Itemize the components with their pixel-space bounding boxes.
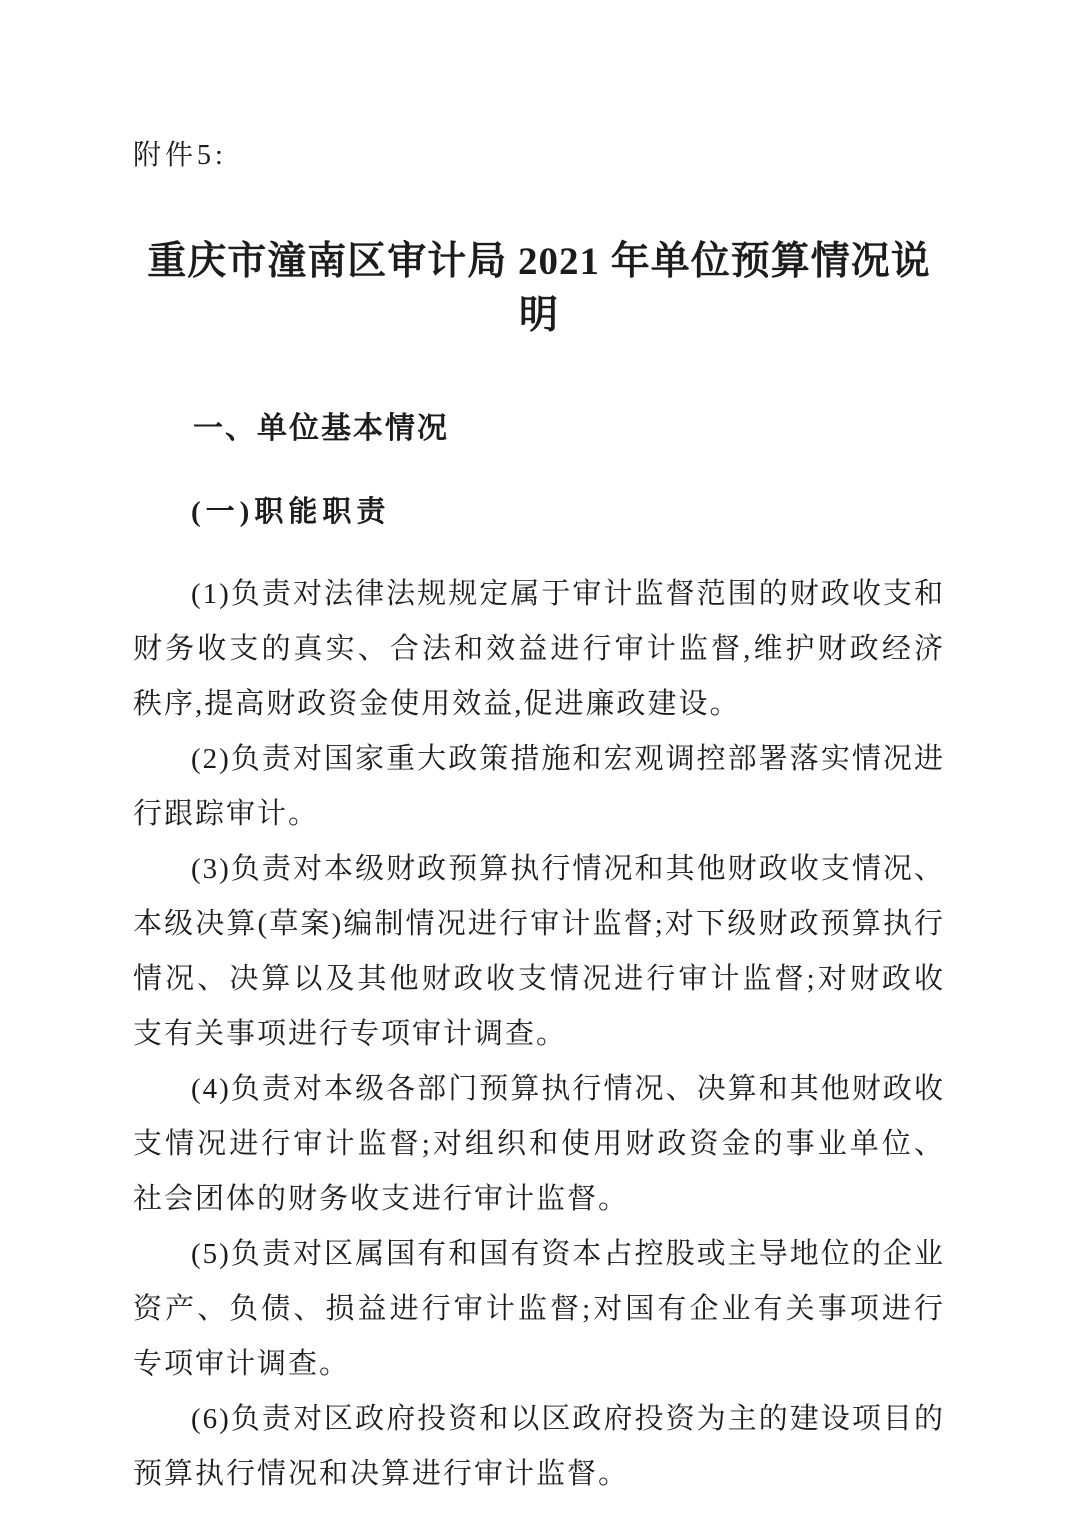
- section-heading-basic-info: 一、单位基本情况: [193, 412, 449, 445]
- attachment-label: 附件5:: [133, 140, 227, 171]
- paragraph-duty-4: (4)负责对本级各部门预算执行情况、决算和其他财政收支情况进行审计监督;对组织和使用财政资金的事业单位、社会团体的财务收支进行审计监督。: [133, 1073, 945, 1215]
- paragraph-duty-1: (1)负责对法律法规规定属于审计监督范围的财政收支和财务收支的真实、合法和效益进行审计监督,维护财政经济秩序,提高财政资金使用效益,促进廉政建设。: [133, 578, 945, 720]
- subsection-heading-duties: (一)职能职责: [191, 496, 391, 528]
- paragraph-duty-5: (5)负责对区属国有和国有资本占控股或主导地位的企业资产、负债、损益进行审计监督;对国有企业有关事项进行专项审计调查。: [133, 1238, 945, 1380]
- paragraph-duty-3: (3)负责对本级财政预算执行情况和其他财政收支情况、本级决算(草案)编制情况进行审计监督;对下级财政预算执行情况、决算以及其他财政收支情况进行审计监督;对财政收支有关事项进行专项审计调查。: [133, 853, 945, 1050]
- paragraph-duty-2: (2)负责对国家重大政策措施和宏观调控部署落实情况进行跟踪审计。: [133, 743, 945, 830]
- paragraph-duty-6: (6)负责对区政府投资和以区政府投资为主的建设项目的预算执行情况和决算进行审计监督。: [133, 1403, 945, 1490]
- document-title: 重庆市潼南区审计局 2021 年单位预算情况说明: [147, 240, 931, 337]
